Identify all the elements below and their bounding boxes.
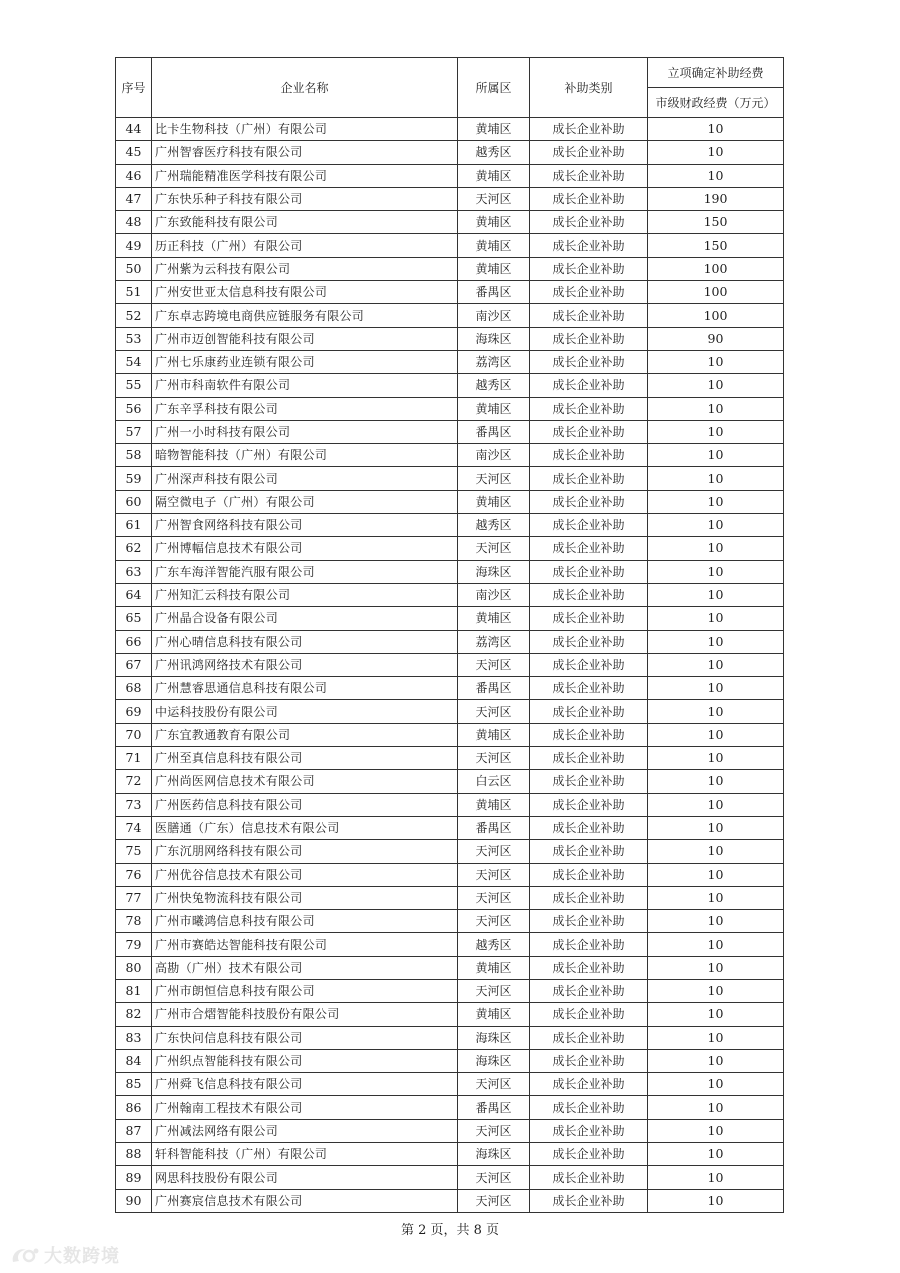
page-number-label: 第 2 页，共 8 页 (400, 1223, 500, 1238)
funding-amount-cell: 10 (648, 490, 784, 513)
category-cell: 成长企业补助 (530, 607, 648, 630)
table-row (116, 327, 784, 350)
district-cell: 黄埔区 (458, 118, 530, 141)
category-cell: 成长企业补助 (530, 444, 648, 467)
row-number-cell: 67 (116, 653, 152, 676)
district-cell: 黄埔区 (458, 723, 530, 746)
funding-amount-cell: 10 (648, 467, 784, 490)
funding-amount-cell: 10 (648, 677, 784, 700)
row-number-cell: 66 (116, 630, 152, 653)
table-row (116, 211, 784, 234)
category-cell: 成长企业补助 (530, 514, 648, 537)
company-name-cell: 广州心晴信息科技有限公司 (152, 630, 458, 653)
company-name-cell: 广州舜飞信息科技有限公司 (152, 1073, 458, 1096)
district-cell: 天河区 (458, 910, 530, 933)
table-row (116, 1166, 784, 1189)
district-cell: 黄埔区 (458, 956, 530, 979)
funding-amount-cell: 10 (648, 420, 784, 443)
company-name-cell: 广州七乐康药业连锁有限公司 (152, 350, 458, 373)
district-cell: 越秀区 (458, 514, 530, 537)
funding-amount-cell: 10 (648, 1119, 784, 1142)
row-number-cell: 86 (116, 1096, 152, 1119)
category-cell: 成长企业补助 (530, 1143, 648, 1166)
row-number-cell: 48 (116, 211, 152, 234)
funding-amount-cell: 10 (648, 118, 784, 141)
district-cell: 天河区 (458, 1119, 530, 1142)
table-row (116, 956, 784, 979)
table-row (116, 723, 784, 746)
row-number-cell: 52 (116, 304, 152, 327)
funding-amount-cell: 10 (648, 1143, 784, 1166)
table-row (116, 677, 784, 700)
table-row (116, 1049, 784, 1072)
category-cell: 成长企业补助 (530, 979, 648, 1002)
district-cell: 天河区 (458, 1166, 530, 1189)
funding-amount-cell: 10 (648, 816, 784, 839)
company-name-cell: 广州紫为云科技有限公司 (152, 257, 458, 280)
district-cell: 番禺区 (458, 677, 530, 700)
district-cell: 海珠区 (458, 560, 530, 583)
table-row (116, 700, 784, 723)
district-cell: 黄埔区 (458, 1003, 530, 1026)
table-row (116, 1119, 784, 1142)
category-cell: 成长企业补助 (530, 257, 648, 280)
funding-amount-cell: 10 (648, 350, 784, 373)
table-row (116, 537, 784, 560)
watermark-text: 大数跨境 (44, 1246, 120, 1267)
company-name-cell: 广州市合熠智能科技股份有限公司 (152, 1003, 458, 1026)
company-name-cell: 广州智食网络科技有限公司 (152, 514, 458, 537)
table-row (116, 281, 784, 304)
row-number-cell: 82 (116, 1003, 152, 1026)
funding-amount-cell: 10 (648, 397, 784, 420)
category-cell: 成长企业补助 (530, 677, 648, 700)
funding-amount-cell: 100 (648, 304, 784, 327)
district-cell: 番禺区 (458, 281, 530, 304)
company-name-cell: 广州知汇云科技有限公司 (152, 583, 458, 606)
funding-amount-cell: 90 (648, 327, 784, 350)
company-name-cell: 历正科技（广州）有限公司 (152, 234, 458, 257)
table-row (116, 979, 784, 1002)
company-name-cell: 广州智睿医疗科技有限公司 (152, 141, 458, 164)
funding-amount-cell: 10 (648, 583, 784, 606)
funding-amount-cell: 10 (648, 700, 784, 723)
district-cell: 荔湾区 (458, 630, 530, 653)
row-number-cell: 76 (116, 863, 152, 886)
district-cell: 海珠区 (458, 1049, 530, 1072)
category-cell: 成长企业补助 (530, 770, 648, 793)
company-name-cell: 广州安世亚太信息科技有限公司 (152, 281, 458, 304)
district-cell: 海珠区 (458, 1026, 530, 1049)
company-name-cell: 广州市朗恒信息科技有限公司 (152, 979, 458, 1002)
district-cell: 荔湾区 (458, 350, 530, 373)
row-number-cell: 65 (116, 607, 152, 630)
company-name-cell: 广州翰南工程技术有限公司 (152, 1096, 458, 1119)
district-cell: 黄埔区 (458, 257, 530, 280)
table-row (116, 514, 784, 537)
district-cell: 天河区 (458, 747, 530, 770)
category-cell: 成长企业补助 (530, 840, 648, 863)
funding-amount-cell: 10 (648, 840, 784, 863)
table-row (116, 420, 784, 443)
company-name-cell: 广东致能科技有限公司 (152, 211, 458, 234)
funding-amount-cell: 10 (648, 863, 784, 886)
funding-amount-cell: 10 (648, 933, 784, 956)
funding-amount-cell: 10 (648, 444, 784, 467)
category-cell: 成长企业补助 (530, 886, 648, 909)
table-row (116, 747, 784, 770)
funding-amount-cell: 100 (648, 281, 784, 304)
table-row (116, 910, 784, 933)
category-cell: 成长企业补助 (530, 560, 648, 583)
district-cell: 黄埔区 (458, 490, 530, 513)
district-cell: 番禺区 (458, 420, 530, 443)
row-number-cell: 55 (116, 374, 152, 397)
district-cell: 南沙区 (458, 304, 530, 327)
table-row (116, 304, 784, 327)
table-row (116, 164, 784, 187)
company-name-cell: 广州慧睿思通信息科技有限公司 (152, 677, 458, 700)
category-cell: 成长企业补助 (530, 234, 648, 257)
row-number-cell: 53 (116, 327, 152, 350)
district-cell: 天河区 (458, 467, 530, 490)
funding-table (115, 57, 784, 1213)
row-number-cell: 69 (116, 700, 152, 723)
district-cell: 天河区 (458, 537, 530, 560)
company-name-cell: 广州一小时科技有限公司 (152, 420, 458, 443)
table-row (116, 444, 784, 467)
category-cell: 成长企业补助 (530, 816, 648, 839)
row-number-cell: 54 (116, 350, 152, 373)
page-footer (0, 1219, 900, 1238)
district-cell: 越秀区 (458, 933, 530, 956)
district-cell: 黄埔区 (458, 234, 530, 257)
district-cell: 天河区 (458, 979, 530, 1002)
company-name-cell: 广东辛孚科技有限公司 (152, 397, 458, 420)
company-name-cell: 广州深声科技有限公司 (152, 467, 458, 490)
row-number-cell: 44 (116, 118, 152, 141)
district-cell: 番禺区 (458, 1096, 530, 1119)
row-number-cell: 88 (116, 1143, 152, 1166)
table-row (116, 560, 784, 583)
funding-amount-cell: 10 (648, 607, 784, 630)
company-name-cell: 广东卓志跨境电商供应链服务有限公司 (152, 304, 458, 327)
funding-amount-cell: 10 (648, 770, 784, 793)
row-number-cell: 84 (116, 1049, 152, 1072)
table-row (116, 816, 784, 839)
table-row (116, 933, 784, 956)
company-name-cell: 广东快问信息科技有限公司 (152, 1026, 458, 1049)
header-company: 企业名称 (152, 58, 458, 118)
category-cell: 成长企业补助 (530, 1026, 648, 1049)
company-name-cell: 高勘（广州）技术有限公司 (152, 956, 458, 979)
district-cell: 天河区 (458, 1189, 530, 1212)
funding-amount-cell: 10 (648, 1189, 784, 1212)
district-cell: 越秀区 (458, 141, 530, 164)
row-number-cell: 58 (116, 444, 152, 467)
district-cell: 海珠区 (458, 1143, 530, 1166)
table-row (116, 840, 784, 863)
table-row (116, 141, 784, 164)
company-name-cell: 比卡生物科技（广州）有限公司 (152, 118, 458, 141)
district-cell: 白云区 (458, 770, 530, 793)
funding-amount-cell: 150 (648, 234, 784, 257)
watermark (10, 1243, 120, 1267)
company-name-cell: 广州织点智能科技有限公司 (152, 1049, 458, 1072)
table-row (116, 374, 784, 397)
funding-amount-cell: 10 (648, 164, 784, 187)
category-cell: 成长企业补助 (530, 956, 648, 979)
company-name-cell: 网思科技股份有限公司 (152, 1166, 458, 1189)
table-row (116, 257, 784, 280)
category-cell: 成长企业补助 (530, 490, 648, 513)
category-cell: 成长企业补助 (530, 747, 648, 770)
table-row (116, 653, 784, 676)
header-category: 补助类别 (530, 58, 648, 118)
funding-amount-cell: 190 (648, 187, 784, 210)
row-number-cell: 73 (116, 793, 152, 816)
table-row (116, 234, 784, 257)
row-number-cell: 59 (116, 467, 152, 490)
district-cell: 天河区 (458, 653, 530, 676)
category-cell: 成长企业补助 (530, 281, 648, 304)
district-cell: 天河区 (458, 1073, 530, 1096)
row-number-cell: 51 (116, 281, 152, 304)
brand-logo-icon (10, 1244, 40, 1266)
category-cell: 成长企业补助 (530, 1049, 648, 1072)
company-name-cell: 广州减法网络有限公司 (152, 1119, 458, 1142)
funding-amount-cell: 10 (648, 1096, 784, 1119)
category-cell: 成长企业补助 (530, 1003, 648, 1026)
table-row (116, 350, 784, 373)
table-body (116, 118, 784, 1213)
row-number-cell: 79 (116, 933, 152, 956)
row-number-cell: 68 (116, 677, 152, 700)
category-cell: 成长企业补助 (530, 1119, 648, 1142)
row-number-cell: 71 (116, 747, 152, 770)
district-cell: 海珠区 (458, 327, 530, 350)
funding-amount-cell: 10 (648, 630, 784, 653)
company-name-cell: 广东车海洋智能汽服有限公司 (152, 560, 458, 583)
row-number-cell: 87 (116, 1119, 152, 1142)
company-name-cell: 广东宜教通教育有限公司 (152, 723, 458, 746)
category-cell: 成长企业补助 (530, 1096, 648, 1119)
district-cell: 南沙区 (458, 583, 530, 606)
row-number-cell: 81 (116, 979, 152, 1002)
company-name-cell: 轩科智能科技（广州）有限公司 (152, 1143, 458, 1166)
company-name-cell: 中运科技股份有限公司 (152, 700, 458, 723)
table-row (116, 770, 784, 793)
category-cell: 成长企业补助 (530, 1073, 648, 1096)
row-number-cell: 70 (116, 723, 152, 746)
table-row (116, 1003, 784, 1026)
company-name-cell: 广东快乐种子科技有限公司 (152, 187, 458, 210)
table-row (116, 1096, 784, 1119)
funding-amount-cell: 150 (648, 211, 784, 234)
district-cell: 番禺区 (458, 816, 530, 839)
category-cell: 成长企业补助 (530, 187, 648, 210)
table-row (116, 886, 784, 909)
funding-amount-cell: 10 (648, 1049, 784, 1072)
company-name-cell: 广州市曦鸿信息科技有限公司 (152, 910, 458, 933)
funding-amount-cell: 10 (648, 374, 784, 397)
funding-amount-cell: 10 (648, 514, 784, 537)
row-number-cell: 57 (116, 420, 152, 443)
company-name-cell: 广州尚医网信息技术有限公司 (152, 770, 458, 793)
table-row (116, 1073, 784, 1096)
table-row (116, 1026, 784, 1049)
category-cell: 成长企业补助 (530, 350, 648, 373)
district-cell: 黄埔区 (458, 164, 530, 187)
funding-amount-cell: 10 (648, 747, 784, 770)
row-number-cell: 90 (116, 1189, 152, 1212)
company-name-cell: 医膳通（广东）信息技术有限公司 (152, 816, 458, 839)
table-row (116, 793, 784, 816)
table-row (116, 490, 784, 513)
table-row (116, 397, 784, 420)
district-cell: 黄埔区 (458, 607, 530, 630)
row-number-cell: 83 (116, 1026, 152, 1049)
category-cell: 成长企业补助 (530, 793, 648, 816)
table-row (116, 863, 784, 886)
category-cell: 成长企业补助 (530, 141, 648, 164)
table-row (116, 630, 784, 653)
district-cell: 天河区 (458, 187, 530, 210)
company-name-cell: 广州快兔物流科技有限公司 (152, 886, 458, 909)
header-no: 序号 (116, 58, 152, 118)
company-name-cell: 广州赛宸信息技术有限公司 (152, 1189, 458, 1212)
row-number-cell: 60 (116, 490, 152, 513)
company-name-cell: 隔空微电子（广州）有限公司 (152, 490, 458, 513)
category-cell: 成长企业补助 (530, 304, 648, 327)
header-funding-sub: 市级财政经费（万元） (648, 88, 784, 118)
district-cell: 天河区 (458, 863, 530, 886)
row-number-cell: 49 (116, 234, 152, 257)
funding-amount-cell: 10 (648, 1003, 784, 1026)
funding-amount-cell: 10 (648, 1073, 784, 1096)
funding-amount-cell: 10 (648, 1166, 784, 1189)
row-number-cell: 64 (116, 583, 152, 606)
category-cell: 成长企业补助 (530, 933, 648, 956)
row-number-cell: 45 (116, 141, 152, 164)
funding-amount-cell: 10 (648, 653, 784, 676)
category-cell: 成长企业补助 (530, 164, 648, 187)
table-header (116, 58, 784, 118)
category-cell: 成长企业补助 (530, 1189, 648, 1212)
row-number-cell: 77 (116, 886, 152, 909)
funding-amount-cell: 10 (648, 979, 784, 1002)
row-number-cell: 89 (116, 1166, 152, 1189)
company-name-cell: 广州至真信息科技有限公司 (152, 747, 458, 770)
district-cell: 越秀区 (458, 374, 530, 397)
row-number-cell: 72 (116, 770, 152, 793)
table-row (116, 118, 784, 141)
row-number-cell: 74 (116, 816, 152, 839)
funding-amount-cell: 10 (648, 1026, 784, 1049)
category-cell: 成长企业补助 (530, 583, 648, 606)
district-cell: 黄埔区 (458, 211, 530, 234)
company-name-cell: 广州博幅信息技术有限公司 (152, 537, 458, 560)
category-cell: 成长企业补助 (530, 723, 648, 746)
district-cell: 天河区 (458, 886, 530, 909)
category-cell: 成长企业补助 (530, 211, 648, 234)
category-cell: 成长企业补助 (530, 863, 648, 886)
header-funding-group: 立项确定补助经费 (648, 58, 784, 88)
row-number-cell: 78 (116, 910, 152, 933)
district-cell: 天河区 (458, 840, 530, 863)
row-number-cell: 56 (116, 397, 152, 420)
company-name-cell: 广州瑞能精准医学科技有限公司 (152, 164, 458, 187)
funding-amount-cell: 10 (648, 560, 784, 583)
funding-amount-cell: 100 (648, 257, 784, 280)
company-name-cell: 广州市科南软件有限公司 (152, 374, 458, 397)
category-cell: 成长企业补助 (530, 420, 648, 443)
category-cell: 成长企业补助 (530, 537, 648, 560)
row-number-cell: 50 (116, 257, 152, 280)
table-row (116, 1189, 784, 1212)
company-name-cell: 广州市赛皓达智能科技有限公司 (152, 933, 458, 956)
district-cell: 黄埔区 (458, 793, 530, 816)
company-name-cell: 广州医药信息科技有限公司 (152, 793, 458, 816)
funding-amount-cell: 10 (648, 537, 784, 560)
row-number-cell: 80 (116, 956, 152, 979)
funding-amount-cell: 10 (648, 910, 784, 933)
district-cell: 天河区 (458, 700, 530, 723)
funding-amount-cell: 10 (648, 723, 784, 746)
table-row (116, 583, 784, 606)
category-cell: 成长企业补助 (530, 467, 648, 490)
row-number-cell: 85 (116, 1073, 152, 1096)
category-cell: 成长企业补助 (530, 630, 648, 653)
category-cell: 成长企业补助 (530, 1166, 648, 1189)
category-cell: 成长企业补助 (530, 910, 648, 933)
header-district: 所属区 (458, 58, 530, 118)
table-row (116, 467, 784, 490)
company-name-cell: 广州优谷信息技术有限公司 (152, 863, 458, 886)
district-cell: 南沙区 (458, 444, 530, 467)
category-cell: 成长企业补助 (530, 374, 648, 397)
row-number-cell: 62 (116, 537, 152, 560)
company-name-cell: 广州市迈创智能科技有限公司 (152, 327, 458, 350)
category-cell: 成长企业补助 (530, 397, 648, 420)
district-cell: 黄埔区 (458, 397, 530, 420)
funding-amount-cell: 10 (648, 956, 784, 979)
category-cell: 成长企业补助 (530, 700, 648, 723)
row-number-cell: 75 (116, 840, 152, 863)
row-number-cell: 61 (116, 514, 152, 537)
company-name-cell: 广东沉朋网络科技有限公司 (152, 840, 458, 863)
category-cell: 成长企业补助 (530, 653, 648, 676)
table-row (116, 187, 784, 210)
table-row (116, 607, 784, 630)
funding-amount-cell: 10 (648, 793, 784, 816)
company-name-cell: 广州晶合设备有限公司 (152, 607, 458, 630)
funding-amount-cell: 10 (648, 141, 784, 164)
category-cell: 成长企业补助 (530, 327, 648, 350)
company-name-cell: 广州讯鸿网络技术有限公司 (152, 653, 458, 676)
company-name-cell: 暗物智能科技（广州）有限公司 (152, 444, 458, 467)
funding-amount-cell: 10 (648, 886, 784, 909)
category-cell: 成长企业补助 (530, 118, 648, 141)
table-row (116, 1143, 784, 1166)
row-number-cell: 47 (116, 187, 152, 210)
row-number-cell: 63 (116, 560, 152, 583)
row-number-cell: 46 (116, 164, 152, 187)
